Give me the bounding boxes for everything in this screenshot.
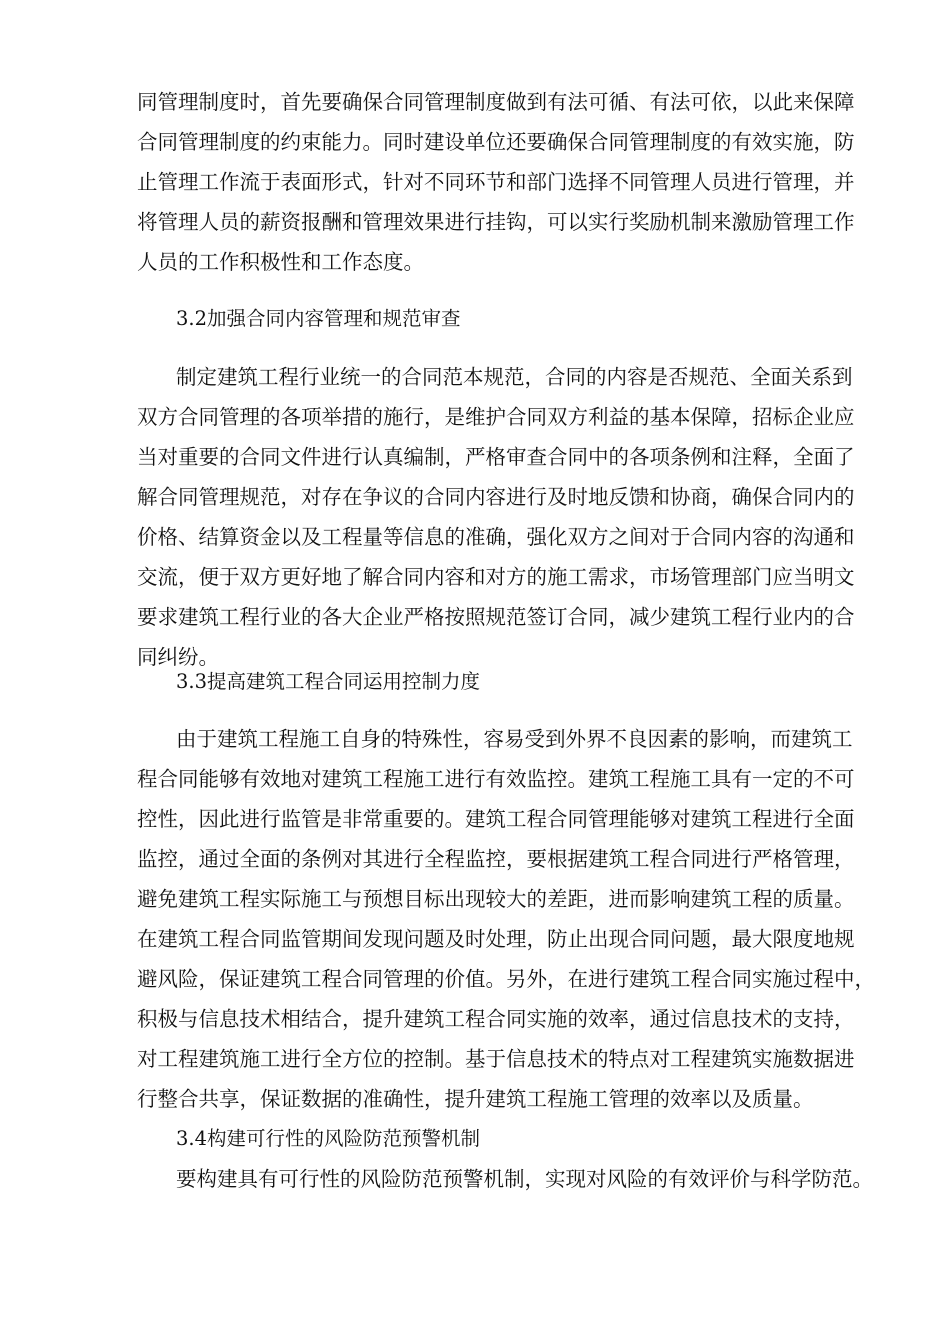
paragraph-2-line-8: 同纠纷。 <box>137 645 219 669</box>
paragraph-3-line-4: 监控，通过全面的条例对其进行全程监控，要根据建筑工程合同进行严格管理， <box>137 847 855 871</box>
paragraph-2-line-5: 价格、结算资金以及工程量等信息的准确，强化双方之间对于合同内容的沟通和 <box>137 525 855 549</box>
paragraph-2-line-1: 制定建筑工程行业统一的合同范本规范，合同的内容是否规范、全面关系到 <box>176 365 853 389</box>
paragraph-2-line-6: 交流，便于双方更好地了解合同内容和对方的施工需求，市场管理部门应当明文 <box>137 565 855 589</box>
paragraph-3-line-2: 程合同能够有效地对建筑工程施工进行有效监控。建筑工程施工具有一定的不可 <box>137 767 855 791</box>
paragraph-1-line-3: 止管理工作流于表面形式，针对不同环节和部门选择不同管理人员进行管理，并 <box>137 170 855 194</box>
paragraph-3-line-1: 由于建筑工程施工自身的特殊性，容易受到外界不良因素的影响，而建筑工 <box>176 727 853 751</box>
paragraph-1-line-4: 将管理人员的薪资报酬和管理效果进行挂钩，可以实行奖励机制来激励管理工作 <box>137 210 855 234</box>
paragraph-4-line-1: 要构建具有可行性的风险防范预警机制，实现对风险的有效评价与科学防范。 <box>176 1167 873 1191</box>
paragraph-3-line-8: 积极与信息技术相结合，提升建筑工程合同实施的效率，通过信息技术的支持， <box>137 1007 855 1031</box>
paragraph-1-line-2: 合同管理制度的约束能力。同时建设单位还要确保合同管理制度的有效实施，防 <box>137 130 855 154</box>
paragraph-2-line-2: 双方合同管理的各项举措的施行，是维护合同双方利益的基本保障，招标企业应 <box>137 405 855 429</box>
section-heading-3-4: 3.4构建可行性的风险防范预警机制 <box>176 1127 481 1150</box>
paragraph-3-line-5: 避免建筑工程实际施工与预想目标出现较大的差距，进而影响建筑工程的质量。 <box>137 887 855 911</box>
paragraph-2-line-4: 解合同管理规范，对存在争议的合同内容进行及时地反馈和协商，确保合同内的 <box>137 485 855 509</box>
section-heading-3-2: 3.2加强合同内容管理和规范审查 <box>176 307 461 330</box>
paragraph-3-line-3: 控性，因此进行监管是非常重要的。建筑工程合同管理能够对建筑工程进行全面 <box>137 807 855 831</box>
paragraph-3-line-7: 避风险，保证建筑工程合同管理的价值。另外，在进行建筑工程合同实施过程中， <box>137 967 875 991</box>
paragraph-1-line-1: 同管理制度时，首先要确保合同管理制度做到有法可循、有法可依，以此来保障 <box>137 90 855 114</box>
paragraph-3-line-9: 对工程建筑施工进行全方位的控制。基于信息技术的特点对工程建筑实施数据进 <box>137 1047 855 1071</box>
paragraph-2-line-7: 要求建筑工程行业的各大企业严格按照规范签订合同，减少建筑工程行业内的合 <box>137 605 855 629</box>
paragraph-3-line-6: 在建筑工程合同监管期间发现问题及时处理，防止出现合同问题，最大限度地规 <box>137 927 855 951</box>
paragraph-3-line-10: 行整合共享，保证数据的准确性，提升建筑工程施工管理的效率以及质量。 <box>137 1087 814 1111</box>
section-heading-3-3: 3.3提高建筑工程合同运用控制力度 <box>176 670 481 693</box>
paragraph-1-line-5: 人员的工作积极性和工作态度。 <box>137 250 424 274</box>
paragraph-2-line-3: 当对重要的合同文件进行认真编制，严格审查合同中的各项条例和注释，全面了 <box>137 445 855 469</box>
